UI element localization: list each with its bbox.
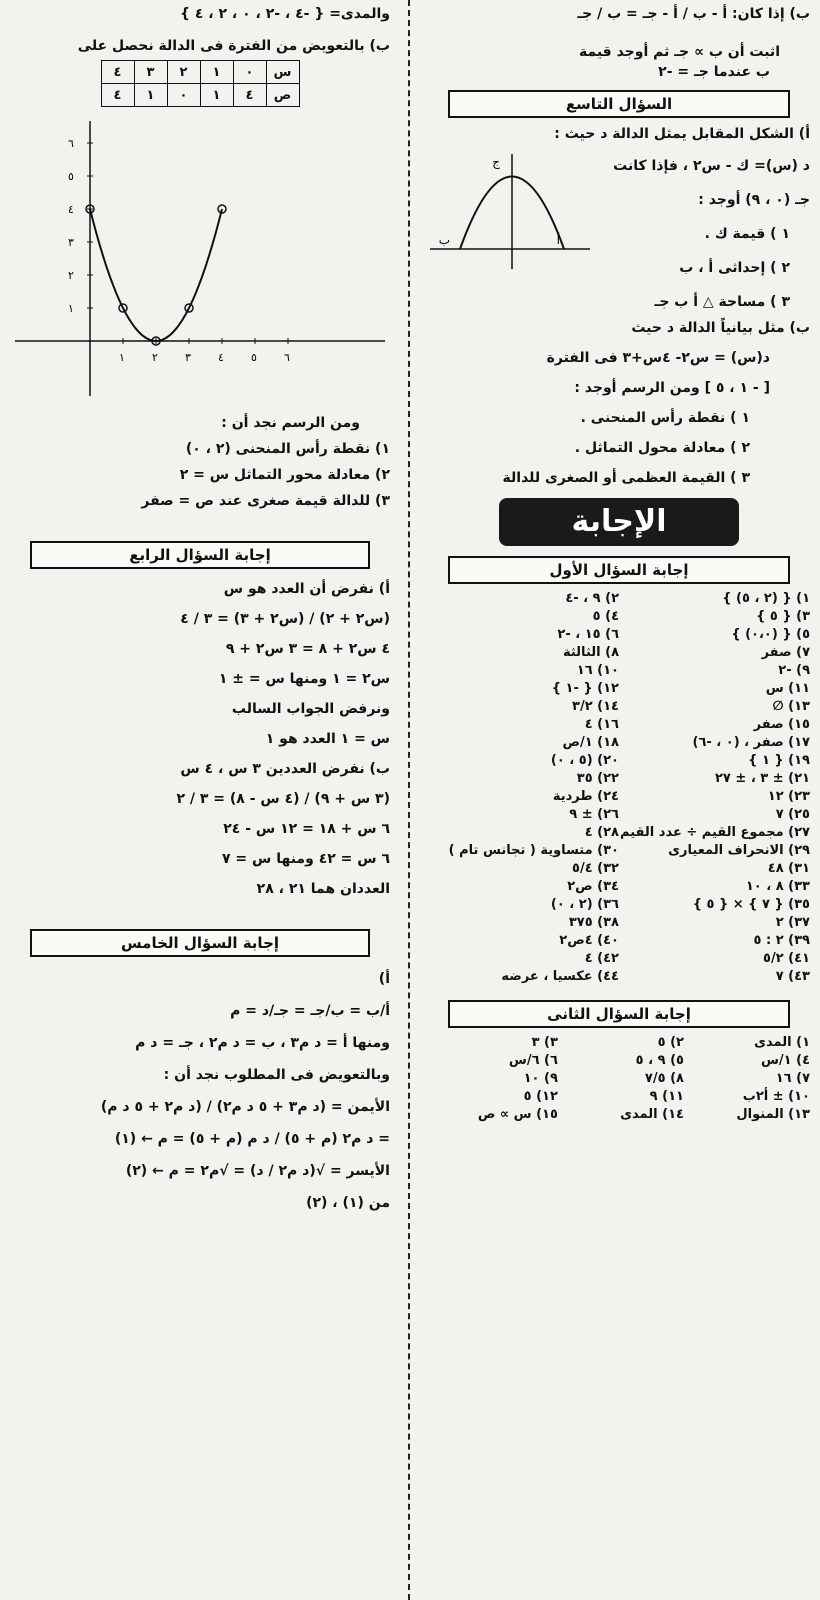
y-tick-label: ٤ <box>68 203 74 216</box>
list-item: ٧) صفر <box>761 645 810 660</box>
line: د(س) = س٢- ٤س+٣ فى الفترة <box>546 350 770 366</box>
list-item: ١٩) { ١ } <box>748 753 810 768</box>
a5-lines <box>10 969 390 1213</box>
q9-title: السؤال التاسع <box>448 90 790 118</box>
y-tick-label: ١ <box>68 302 74 315</box>
list-item: ٣) { ٥ } <box>756 609 810 624</box>
line: أ) الشكل المقابل يمثل الدالة د حيث : <box>554 126 810 142</box>
list-item: ٢٣) ١٢ <box>767 789 810 804</box>
list-item: ٣٢) ٥/٤ <box>572 861 619 876</box>
line: ٢) معادلة محور التماثل س = ٢ <box>179 467 390 483</box>
line: ٣) للدالة قيمة صغرى عند ص = صفر <box>141 493 390 509</box>
list-item: أ/ب = ب/جـ = جـ/د = م <box>230 1003 390 1019</box>
cell: ١ <box>200 84 233 107</box>
list-item: ٦ س + ١٨ = ١٢ س - ٢٤ <box>223 821 390 837</box>
list-item: ١٥) س ∝ ص <box>477 1107 558 1122</box>
list-item: العددان هما ٢١ ، ٢٨ <box>256 881 390 897</box>
list-item: ٣٤) ص٢ <box>567 879 619 894</box>
a2-answers <box>428 1034 810 1124</box>
table-header: س <box>266 61 299 84</box>
left-column <box>0 0 398 1600</box>
list-item: ٣٧) ٢ <box>775 915 810 930</box>
list-item: ونرفض الجواب السالب <box>231 701 390 717</box>
list-item: ٣٦) (٢ ، ٠) <box>550 897 619 912</box>
line: ١ ) قيمة ك . <box>704 226 790 242</box>
list-item: ٩) -٢ <box>778 663 810 678</box>
list-item: ب) نفرض العددين ٣ س ، ٤ س <box>180 761 390 777</box>
list-item: ١٤) ٣/٢ <box>572 699 619 714</box>
list-item: ٨) الثالثة <box>562 645 619 660</box>
list-item: ٣٥) { ٧ } × { ٥ } <box>692 897 810 912</box>
line: ب) بالتعويض من الفترة فى الدالة نحصل على <box>77 38 390 54</box>
list-item: ١٥) صفر <box>753 717 810 732</box>
y-tick-label: ٢ <box>68 269 74 282</box>
list-item: ٢٥) ٧ <box>775 807 810 822</box>
list-item: من (١) ، (٢) <box>306 1195 390 1211</box>
x-tick-label: ٣ <box>185 351 191 364</box>
list-item: ٢٧) مجموع القيم ÷ عدد القيم <box>620 825 810 840</box>
a2-title: إجابة السؤال الثانى <box>448 1000 790 1028</box>
list-item: الأيسر = √(د م٢ / د) = √م٢ = م ← (٢) <box>125 1163 390 1179</box>
x-tick-label: ٦ <box>284 351 290 364</box>
line: د (س)= ك - س٢ ، فإذا كانت <box>613 158 810 174</box>
list-item: ١٠) ± أ٢ب <box>742 1089 810 1104</box>
line: ٣ ) القيمة العظمى أو الصغرى للدالة <box>502 470 750 486</box>
list-item: ١٣) ∅ <box>772 699 810 714</box>
right-column <box>420 0 820 1600</box>
cell: ١ <box>200 61 233 84</box>
list-item: ٦) ١٥ ، -٢ <box>557 627 619 642</box>
line: ب) إذا كان: أ - ب / أ - جـ = ب / جـ <box>577 6 810 22</box>
list-item: ٤٤) عكسيا ، عرضه <box>501 969 619 984</box>
list-item: ٤٢) ٤ <box>584 951 619 966</box>
list-item: س = ١ العدد هو ١ <box>265 731 390 747</box>
list-item: ٤٠) ٤ص٢ <box>559 933 619 948</box>
cell: ٢ <box>167 61 200 84</box>
list-item: ٣١) ٤٨ <box>767 861 810 876</box>
list-item: ٣٩) ٢ : ٥ <box>753 933 810 948</box>
list-item: ٤٣) ٧ <box>775 969 810 984</box>
a1-answers <box>428 590 810 986</box>
a4-title: إجابة السؤال الرابع <box>30 541 370 569</box>
list-item: س٢ = ١ ومنها س = ± ١ <box>218 671 390 687</box>
y-tick-label: ٦ <box>68 137 74 150</box>
list-item: = د م٢ (م + ٥) / د م (م + ٥) = م ← (١) <box>114 1131 390 1147</box>
list-item: ٣٠) متساوية ( تجانس تام ) <box>448 843 619 858</box>
list-item: ١) { (٢ ، ٥) } <box>722 591 810 606</box>
table-header: ص <box>266 84 299 107</box>
line: ٣ ) مساحة △ أ ب جـ <box>654 294 790 310</box>
list-item: ١٢) { -١ } <box>551 681 619 696</box>
label-c: ج <box>492 155 500 169</box>
list-item: ٢٠) (٥ ، ٠) <box>550 753 619 768</box>
line: ب عندما جـ = -٢ <box>658 64 770 80</box>
list-item: ١٧) صفر ، (٠ ، -٦) <box>692 735 810 750</box>
list-item: ٢٤) طردية <box>552 789 619 804</box>
line: والمدى= { -٤ ، -٢ ، ٠ ، ٢ ، ٤ } <box>179 6 390 22</box>
list-item: ١١) ٩ <box>649 1089 684 1104</box>
function-graph <box>10 111 390 401</box>
list-item: ومنها أ = د م٣ ، ب = د م٢ ، جـ = د م <box>135 1035 390 1051</box>
list-item: ٢) ٥ <box>657 1035 684 1050</box>
list-item: ١٠) ١٦ <box>576 663 619 678</box>
list-item: ١٢) ٥ <box>523 1089 558 1104</box>
line: ٢ ) إحداثى أ ، ب <box>679 260 790 276</box>
list-item: ١٣) المنوال <box>736 1107 810 1122</box>
x-tick-label: ٤ <box>218 351 224 364</box>
line: ٢ ) معادلة محول التماثل . <box>574 440 750 456</box>
list-item: ٥) { (٠،٠) } <box>731 627 810 642</box>
list-item: ٢١) ± ٣ ، ± ٢٧ <box>715 771 810 786</box>
y-tick-label: ٣ <box>68 236 74 249</box>
list-item: ٢) ٩ ، -٤ <box>565 591 619 606</box>
list-item: ٢٩) الانحراف المعيارى <box>668 843 810 858</box>
line: [ - ١ ، ٥ ] ومن الرسم أوجد : <box>574 380 770 396</box>
list-item: (س٢ + ٢) / (س٢ + ٣) = ٣ / ٤ <box>180 611 390 627</box>
label-b: ب <box>438 233 450 247</box>
parabola-curve <box>90 209 222 341</box>
list-item: ٩) ١٠ <box>523 1071 558 1086</box>
label-a: أ <box>556 233 560 247</box>
a4-lines <box>10 579 390 899</box>
y-tick-label: ٥ <box>68 170 74 183</box>
list-item: أ) نفرض أن العدد هو س <box>223 581 390 597</box>
list-item: ٥) ٩ ، ٥ <box>635 1053 684 1068</box>
cell: ٤ <box>233 84 266 107</box>
list-item: ١٤) المدى <box>620 1107 684 1122</box>
a1-title: إجابة السؤال الأول <box>448 556 790 584</box>
cell: ٤ <box>101 84 134 107</box>
list-item: ٧) ١٦ <box>775 1071 810 1086</box>
list-item: ٨) ٧/٥ <box>644 1071 684 1086</box>
line: جـ (٠ ، ٩) أوجد : <box>698 192 810 208</box>
line: اثبت أن ب ∝ جـ ثم أوجد قيمة <box>578 44 780 60</box>
parabola-figure <box>430 144 590 294</box>
list-item: وبالتعويض فى المطلوب نجد أن : <box>163 1067 390 1083</box>
line: ١ ) نقطة رأس المنحنى . <box>580 410 750 426</box>
list-item: ١١) س <box>765 681 810 696</box>
list-item: الأيمن = (د م٣ + ٥ د م٢) / (د م٢ + ٥ د م) <box>100 1099 390 1115</box>
list-item: ٢٢) ٣٥ <box>576 771 619 786</box>
line: ب) مثل بيانياً الدالة د حيث <box>631 320 810 336</box>
list-item: أ) <box>378 971 390 987</box>
x-tick-label: ٥ <box>251 351 257 364</box>
list-item: ٣٣) ٨ ، ١٠ <box>745 879 810 894</box>
list-item: ١٨) ١/ص <box>562 735 619 750</box>
list-item: ١٦) ٤ <box>584 717 619 732</box>
list-item: ٤١) ٥/٢ <box>763 951 810 966</box>
value-table <box>101 60 300 107</box>
a5-title: إجابة السؤال الخامس <box>30 929 370 957</box>
cell: ١ <box>134 84 167 107</box>
cell: ٣ <box>134 61 167 84</box>
list-item: ٢٨) ٤ <box>584 825 619 840</box>
list-item: ٦ س = ٤٢ ومنها س = ٧ <box>222 851 390 867</box>
column-divider <box>408 0 410 1600</box>
list-item: ٢٦) ± ٩ <box>569 807 619 822</box>
list-item: ٣) ٣ <box>531 1035 558 1050</box>
list-item: ٤) ١/س <box>760 1053 810 1068</box>
list-item: ٤ س٢ + ٨ = ٣ س٢ + ٩ <box>225 641 390 657</box>
list-item: ١) المدى <box>754 1035 810 1050</box>
list-item: ٤) ٥ <box>592 609 619 624</box>
answer-banner: الإجابة <box>499 498 739 546</box>
cell: ٠ <box>167 84 200 107</box>
x-tick-label: ٢ <box>152 351 158 364</box>
list-item: ٦) ٦/س <box>508 1053 558 1068</box>
cell: ٤ <box>101 61 134 84</box>
cell: ٠ <box>233 61 266 84</box>
list-item: (٣ س + ٩) / (٤ س - ٨) = ٣ / ٢ <box>176 791 390 807</box>
line: ١) نقطة رأس المنحنى (٢ ، ٠) <box>185 441 390 457</box>
line: ومن الرسم نجد أن : <box>221 415 360 431</box>
x-tick-label: ١ <box>119 351 125 364</box>
list-item: ٣٨) ٣٧٥ <box>568 915 619 930</box>
